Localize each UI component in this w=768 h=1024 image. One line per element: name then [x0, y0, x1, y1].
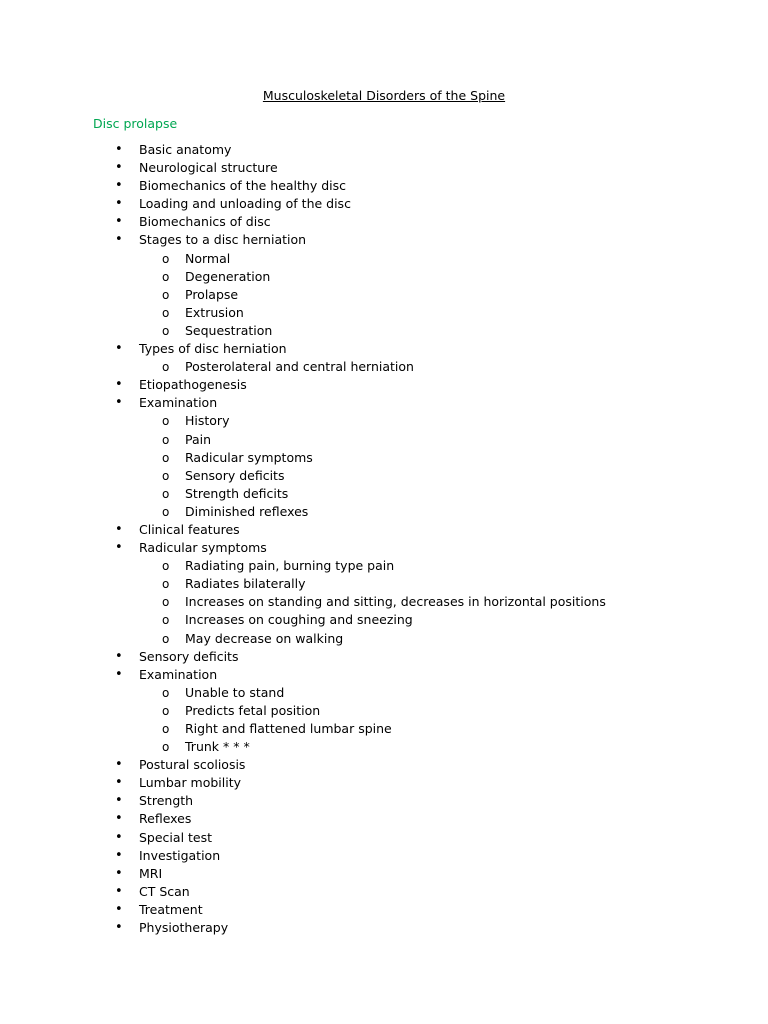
bullet-icon: • — [115, 196, 123, 212]
sub-bullet-icon: o — [162, 414, 170, 429]
list-item — [0, 376, 768, 394]
list-item — [0, 810, 768, 828]
bullet-icon: • — [115, 341, 123, 357]
list-item-text: Strength deficits — [185, 485, 289, 501]
sub-bullet-icon: o — [162, 703, 170, 718]
list-item-text: Biomechanics of disc — [139, 214, 271, 230]
bullet-icon: • — [115, 757, 123, 773]
bullet-icon: • — [115, 865, 123, 881]
sub-bullet-icon: o — [162, 685, 170, 700]
bullet-icon: • — [115, 377, 123, 393]
sub-bullet-icon: o — [162, 504, 170, 519]
sub-list-item — [0, 611, 768, 629]
list-item-text: Unable to stand — [185, 684, 285, 700]
bullet-icon: • — [115, 883, 123, 899]
list-item-text: Pain — [185, 431, 212, 447]
list-item-text: Reflexes — [139, 811, 192, 827]
list-item — [0, 141, 768, 159]
list-item — [0, 865, 768, 883]
list-item-text: Posterolateral and central herniation — [185, 359, 414, 375]
list-item-text: Radiates bilaterally — [185, 576, 306, 592]
sub-bullet-icon: o — [162, 595, 170, 610]
sub-list-item — [0, 485, 768, 503]
bullet-icon: • — [115, 847, 123, 863]
bullet-icon: • — [115, 395, 123, 411]
list-item-text: Strength — [139, 793, 194, 809]
bullet-icon: • — [115, 793, 123, 809]
list-item-text: CT Scan — [139, 883, 190, 899]
list-item-text: Biomechanics of the healthy disc — [139, 178, 347, 194]
sub-bullet-icon: o — [162, 305, 170, 320]
list-item — [0, 919, 768, 937]
list-item — [0, 231, 768, 249]
list-item-text: Increases on standing and sitting, decreases in horizontal positions — [185, 594, 606, 610]
list-item-text: Diminished reflexes — [185, 503, 309, 519]
bullet-icon: • — [115, 901, 123, 917]
bullet-icon: • — [115, 775, 123, 791]
list-item-text: Prolapse — [185, 286, 239, 302]
list-item-text: Neurological structure — [139, 160, 278, 176]
sub-list-item — [0, 250, 768, 268]
list-item-text: Normal — [185, 250, 231, 266]
list-item-text: Etiopathogenesis — [139, 377, 247, 393]
sub-bullet-icon: o — [162, 631, 170, 646]
sub-list-item — [0, 286, 768, 304]
sub-list-item — [0, 431, 768, 449]
list-item — [0, 774, 768, 792]
list-item-text: Postural scoliosis — [139, 757, 246, 773]
list-item-text: History — [185, 413, 230, 429]
list-item-text: Increases on coughing and sneezing — [185, 612, 413, 628]
bullet-icon: • — [115, 666, 123, 682]
sub-list-item — [0, 358, 768, 376]
list-item-text: Right and flattened lumbar spine — [185, 721, 392, 736]
list-item-text: Types of disc herniation — [139, 341, 287, 357]
bullet-icon: • — [115, 214, 123, 230]
list-item-text: Trunk * * * — [185, 739, 250, 755]
list-item — [0, 792, 768, 810]
sub-bullet-icon: o — [162, 486, 170, 501]
sub-list-item — [0, 449, 768, 467]
list-item-text: Sensory deficits — [185, 467, 285, 483]
list-item-text: Examination — [139, 666, 218, 682]
sub-list-item — [0, 268, 768, 286]
list-item-text: MRI — [139, 865, 163, 881]
list-item-text: Sensory deficits — [139, 648, 239, 664]
sub-bullet-icon: o — [162, 613, 170, 628]
bullet-icon: • — [115, 142, 123, 157]
sub-list-item — [0, 630, 768, 648]
bullet-icon: • — [115, 648, 123, 664]
sub-list-item — [0, 304, 768, 322]
list-item-text: Radiating pain, burning type pain — [185, 558, 395, 574]
sub-list-item — [0, 557, 768, 575]
sub-list-item — [0, 467, 768, 485]
list-item-text: Sequestration — [185, 322, 273, 338]
sub-bullet-icon: o — [162, 360, 170, 375]
list-item-text: Stages to a disc herniation — [139, 232, 307, 248]
sub-list-item — [0, 412, 768, 430]
bullet-icon: • — [115, 232, 123, 248]
bullet-icon: • — [115, 540, 123, 556]
list-item — [0, 521, 768, 539]
sub-list-item — [0, 702, 768, 720]
sub-bullet-icon: o — [162, 323, 170, 338]
list-item-text: Extrusion — [185, 304, 244, 320]
sub-list-item — [0, 720, 768, 738]
list-item-text: Investigation — [139, 847, 221, 863]
list-item-text: Physiotherapy — [139, 920, 229, 936]
list-item — [0, 847, 768, 865]
bullet-icon: • — [115, 811, 123, 827]
list-item-text: Examination — [139, 395, 218, 411]
list-item-text: Radicular symptoms — [139, 540, 267, 556]
bullet-icon: • — [115, 160, 123, 176]
list-item — [0, 901, 768, 919]
list-item — [0, 177, 768, 195]
sub-list-item — [0, 738, 768, 756]
list-item-text: Predicts fetal position — [185, 702, 321, 718]
sub-bullet-icon: o — [162, 577, 170, 592]
sub-list-item — [0, 593, 768, 611]
sub-bullet-icon: o — [162, 269, 170, 284]
list-item — [0, 340, 768, 358]
list-item — [0, 394, 768, 412]
list-item — [0, 829, 768, 847]
sub-bullet-icon: o — [162, 722, 170, 736]
sub-bullet-icon: o — [162, 468, 170, 483]
section-heading: Disc prolapse — [93, 116, 178, 131]
list-item-text: May decrease on walking — [185, 630, 344, 646]
list-item-text: Loading and unloading of the disc — [139, 196, 351, 212]
sub-list-item — [0, 503, 768, 521]
bullet-icon: • — [115, 178, 123, 194]
page-title: Musculoskeletal Disorders of the Spine — [262, 88, 506, 103]
bullet-icon: • — [115, 829, 123, 845]
list-item-text: Treatment — [139, 901, 203, 917]
sub-bullet-icon: o — [162, 740, 170, 755]
sub-bullet-icon: o — [162, 432, 170, 447]
list-item-text: Lumbar mobility — [139, 775, 242, 791]
sub-bullet-icon: o — [162, 450, 170, 465]
list-item — [0, 883, 768, 901]
outline-list — [0, 141, 768, 937]
list-item — [0, 648, 768, 666]
list-item — [0, 756, 768, 774]
sub-bullet-icon: o — [162, 251, 170, 266]
sub-list-item — [0, 575, 768, 593]
list-item — [0, 539, 768, 557]
sub-bullet-icon: o — [162, 559, 170, 574]
list-item-text: Degeneration — [185, 268, 271, 284]
sub-bullet-icon: o — [162, 287, 170, 302]
list-item — [0, 666, 768, 684]
list-item-text: Radicular symptoms — [185, 449, 313, 465]
sub-list-item — [0, 684, 768, 702]
list-item — [0, 159, 768, 177]
list-item-text: Basic anatomy — [139, 142, 232, 157]
list-item — [0, 195, 768, 213]
list-item-text: Clinical features — [139, 521, 240, 537]
bullet-icon: • — [115, 920, 123, 936]
list-item — [0, 213, 768, 231]
list-item-text: Special test — [139, 829, 213, 845]
bullet-icon: • — [115, 521, 123, 537]
sub-list-item — [0, 322, 768, 340]
